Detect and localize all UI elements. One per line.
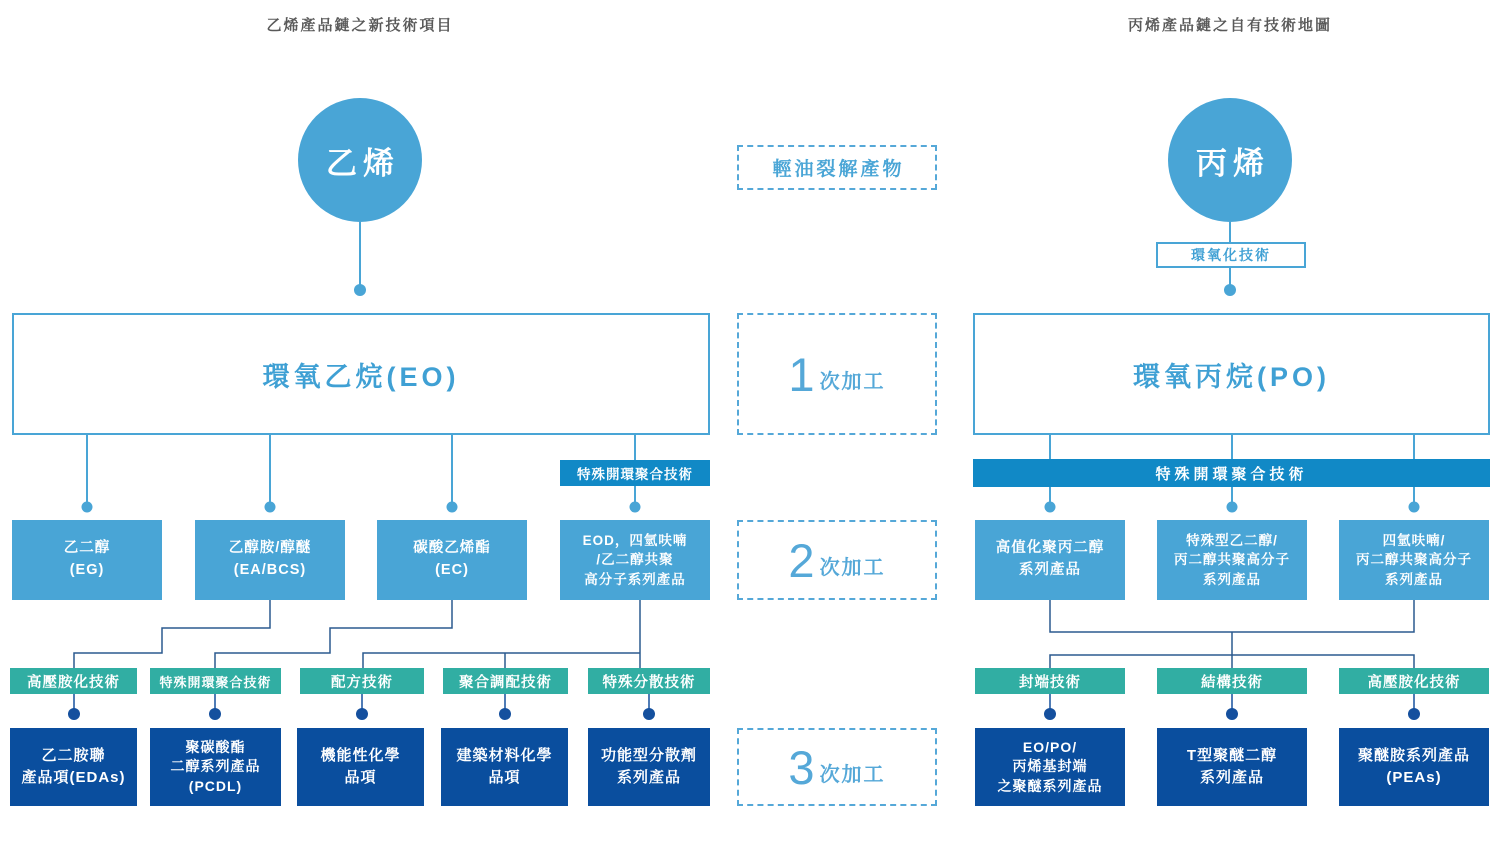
tech-label-amination-right: 高壓胺化技術	[1339, 668, 1489, 694]
level2-elbow-lines-right	[1050, 600, 1414, 668]
eg-level2-box: 乙二醇 (EG)	[12, 520, 162, 600]
ring-opening-tech-label-left: 特殊開環聚合技術	[560, 460, 710, 486]
ring-opening-tech-bar-right: 特殊開環聚合技術	[973, 459, 1490, 487]
left-chain-title: 乙烯產品鏈之新技術項目	[266, 17, 454, 34]
tech-label-special-dispersion: 特殊分散技術	[588, 668, 710, 694]
po-level1-box: 環氧丙烷(PO)	[973, 313, 1490, 435]
stage-1-number: 1	[788, 347, 815, 401]
level2-elbow-lines-left	[74, 600, 640, 668]
ethylene-root-node: 乙烯	[298, 98, 422, 222]
ppg-level2-box: 高值化聚丙二醇 系列產品	[975, 520, 1125, 600]
edas-level3-box: 乙二胺聯 產品項(EDAs)	[10, 728, 137, 806]
stage-3-label: 次加工	[819, 763, 886, 786]
naphtha-cracker-label: 輕油裂解產物	[737, 145, 937, 190]
functional-chemicals-level3-box: 機能性化學 品項	[297, 728, 424, 806]
tech-label-amination-left: 高壓胺化技術	[10, 668, 137, 694]
stage-3-number: 3	[788, 740, 815, 794]
thf-pg-copolymer-level2-box: 四氫呋喃/ 丙二醇共聚高分子 系列產品	[1339, 520, 1489, 600]
tech-label-structure: 結構技術	[1157, 668, 1307, 694]
stage-1-label: 次加工	[819, 370, 886, 393]
t-type-polyether-diol-level3-box: T型聚醚二醇 系列產品	[1157, 728, 1307, 806]
eod-level2-box: EOD，四氫呋喃 /乙二醇共聚 高分子系列產品	[560, 520, 710, 600]
capped-polyether-level3-box: EO/PO/ 丙烯基封端 之聚醚系列產品	[975, 728, 1125, 806]
tech-stem-dots	[68, 694, 1420, 720]
ea-bcs-level2-box: 乙醇胺/醇醚 (EA/BCS)	[195, 520, 345, 600]
eo-level1-box: 環氧乙烷(EO)	[12, 313, 710, 435]
tech-label-ring-opening-left: 特殊開環聚合技術	[150, 668, 281, 694]
special-eg-pg-copolymer-level2-box: 特殊型乙二醇/ 丙二醇共聚高分子 系列產品	[1157, 520, 1307, 600]
construction-chemicals-level3-box: 建築材料化學 品項	[441, 728, 568, 806]
dispersant-level3-box: 功能型分散劑 系列產品	[588, 728, 710, 806]
epoxidation-tech-label: 環氧化技術	[1156, 242, 1306, 268]
pcdl-level3-box: 聚碳酸酯 二醇系列產品 (PCDL)	[150, 728, 281, 806]
root-stem-lines	[354, 222, 1236, 296]
stage-2-number: 2	[788, 533, 815, 587]
propylene-root-node: 丙烯	[1168, 98, 1292, 222]
tech-label-polymer-blending: 聚合調配技術	[443, 668, 568, 694]
peas-level3-box: 聚醚胺系列產品 (PEAs)	[1339, 728, 1489, 806]
tech-label-end-capping: 封端技術	[975, 668, 1125, 694]
right-chain-title: 丙烯產品鏈之自有技術地圖	[1127, 17, 1332, 34]
tech-label-formulation: 配方技術	[300, 668, 424, 694]
stage-2-label: 次加工	[819, 556, 886, 579]
ec-level2-box: 碳酸乙烯酯 (EC)	[377, 520, 527, 600]
